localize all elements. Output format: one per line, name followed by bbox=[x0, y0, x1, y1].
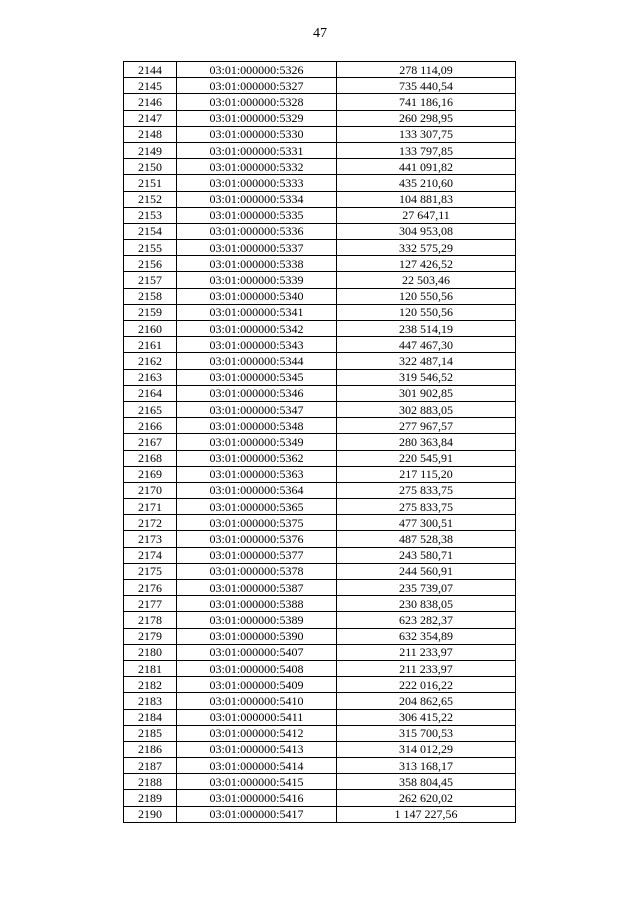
cadastral-number-cell: 03:01:000000:5349 bbox=[177, 434, 337, 450]
table-row bbox=[124, 401, 516, 417]
cadastral-number-cell: 03:01:000000:5375 bbox=[177, 515, 337, 531]
table-row bbox=[124, 434, 516, 450]
cadastral-number-cell: 03:01:000000:5336 bbox=[177, 223, 337, 239]
value-cell: 235 739,07 bbox=[337, 580, 516, 596]
row-number-cell: 2170 bbox=[124, 482, 177, 498]
table-row bbox=[124, 758, 516, 774]
cadastral-number-cell: 03:01:000000:5334 bbox=[177, 191, 337, 207]
table-row bbox=[124, 353, 516, 369]
cadastral-number-cell: 03:01:000000:5330 bbox=[177, 126, 337, 142]
table-row bbox=[124, 580, 516, 596]
value-cell: 313 168,17 bbox=[337, 758, 516, 774]
table-row bbox=[124, 207, 516, 223]
cadastral-number-cell: 03:01:000000:5388 bbox=[177, 596, 337, 612]
cadastral-number-cell: 03:01:000000:5345 bbox=[177, 369, 337, 385]
table-row bbox=[124, 482, 516, 498]
value-cell: 120 550,56 bbox=[337, 288, 516, 304]
table-row bbox=[124, 547, 516, 563]
table-row bbox=[124, 418, 516, 434]
row-number-cell: 2175 bbox=[124, 563, 177, 579]
cadastral-number-cell: 03:01:000000:5327 bbox=[177, 78, 337, 94]
cadastral-number-cell: 03:01:000000:5389 bbox=[177, 612, 337, 628]
row-number-cell: 2147 bbox=[124, 110, 177, 126]
table-row bbox=[124, 159, 516, 175]
row-number-cell: 2154 bbox=[124, 223, 177, 239]
table-row bbox=[124, 450, 516, 466]
row-number-cell: 2160 bbox=[124, 321, 177, 337]
cadastral-number-cell: 03:01:000000:5413 bbox=[177, 741, 337, 757]
cadastral-number-cell: 03:01:000000:5362 bbox=[177, 450, 337, 466]
table-row bbox=[124, 240, 516, 256]
value-cell: 211 233,97 bbox=[337, 660, 516, 676]
cadastral-number-cell: 03:01:000000:5339 bbox=[177, 272, 337, 288]
row-number-cell: 2157 bbox=[124, 272, 177, 288]
row-number-cell: 2155 bbox=[124, 240, 177, 256]
row-number-cell: 2167 bbox=[124, 434, 177, 450]
page-number: 47 bbox=[313, 26, 327, 41]
value-cell: 302 883,05 bbox=[337, 401, 516, 417]
row-number-cell: 2165 bbox=[124, 401, 177, 417]
value-cell: 487 528,38 bbox=[337, 531, 516, 547]
row-number-cell: 2177 bbox=[124, 596, 177, 612]
value-cell: 301 902,85 bbox=[337, 385, 516, 401]
cadastral-number-cell: 03:01:000000:5365 bbox=[177, 499, 337, 515]
cadastral-number-cell: 03:01:000000:5376 bbox=[177, 531, 337, 547]
row-number-cell: 2171 bbox=[124, 499, 177, 515]
cadastral-number-cell: 03:01:000000:5410 bbox=[177, 693, 337, 709]
table-row bbox=[124, 644, 516, 660]
cadastral-number-cell: 03:01:000000:5347 bbox=[177, 401, 337, 417]
row-number-cell: 2169 bbox=[124, 466, 177, 482]
cadastral-number-cell: 03:01:000000:5329 bbox=[177, 110, 337, 126]
value-cell: 735 440,54 bbox=[337, 78, 516, 94]
row-number-cell: 2182 bbox=[124, 677, 177, 693]
value-cell: 306 415,22 bbox=[337, 709, 516, 725]
cadastral-number-cell: 03:01:000000:5378 bbox=[177, 563, 337, 579]
cadastral-number-cell: 03:01:000000:5387 bbox=[177, 580, 337, 596]
value-cell: 322 487,14 bbox=[337, 353, 516, 369]
table-row bbox=[124, 175, 516, 191]
cadastral-number-cell: 03:01:000000:5342 bbox=[177, 321, 337, 337]
row-number-cell: 2189 bbox=[124, 790, 177, 806]
row-number-cell: 2156 bbox=[124, 256, 177, 272]
cadastral-number-cell: 03:01:000000:5331 bbox=[177, 142, 337, 158]
value-cell: 104 881,83 bbox=[337, 191, 516, 207]
cadastral-number-cell: 03:01:000000:5343 bbox=[177, 337, 337, 353]
cadastral-number-cell: 03:01:000000:5348 bbox=[177, 418, 337, 434]
table-row bbox=[124, 693, 516, 709]
row-number-cell: 2163 bbox=[124, 369, 177, 385]
value-cell: 447 467,30 bbox=[337, 337, 516, 353]
row-number-cell: 2148 bbox=[124, 126, 177, 142]
row-number-cell: 2159 bbox=[124, 304, 177, 320]
table-row bbox=[124, 256, 516, 272]
table-row bbox=[124, 515, 516, 531]
cadastral-number-cell: 03:01:000000:5332 bbox=[177, 159, 337, 175]
cadastral-number-cell: 03:01:000000:5364 bbox=[177, 482, 337, 498]
table-row bbox=[124, 288, 516, 304]
cadastral-number-cell: 03:01:000000:5335 bbox=[177, 207, 337, 223]
row-number-cell: 2168 bbox=[124, 450, 177, 466]
value-cell: 222 016,22 bbox=[337, 677, 516, 693]
row-number-cell: 2184 bbox=[124, 709, 177, 725]
table-row bbox=[124, 78, 516, 94]
table-row bbox=[124, 223, 516, 239]
row-number-cell: 2161 bbox=[124, 337, 177, 353]
value-cell: 623 282,37 bbox=[337, 612, 516, 628]
value-cell: 741 186,16 bbox=[337, 94, 516, 110]
cadastral-number-cell: 03:01:000000:5338 bbox=[177, 256, 337, 272]
cadastral-number-cell: 03:01:000000:5416 bbox=[177, 790, 337, 806]
table-row bbox=[124, 369, 516, 385]
row-number-cell: 2153 bbox=[124, 207, 177, 223]
table-row bbox=[124, 142, 516, 158]
value-cell: 243 580,71 bbox=[337, 547, 516, 563]
value-cell: 314 012,29 bbox=[337, 741, 516, 757]
table-row bbox=[124, 466, 516, 482]
value-cell: 358 804,45 bbox=[337, 774, 516, 790]
value-cell: 277 967,57 bbox=[337, 418, 516, 434]
table-row bbox=[124, 321, 516, 337]
table-row bbox=[124, 612, 516, 628]
cadastral-number-cell: 03:01:000000:5415 bbox=[177, 774, 337, 790]
row-number-cell: 2172 bbox=[124, 515, 177, 531]
table-body bbox=[124, 62, 516, 823]
value-cell: 133 797,85 bbox=[337, 142, 516, 158]
value-cell: 217 115,20 bbox=[337, 466, 516, 482]
value-cell: 477 300,51 bbox=[337, 515, 516, 531]
row-number-cell: 2188 bbox=[124, 774, 177, 790]
value-cell: 244 560,91 bbox=[337, 563, 516, 579]
cadastral-number-cell: 03:01:000000:5412 bbox=[177, 725, 337, 741]
value-cell: 238 514,19 bbox=[337, 321, 516, 337]
row-number-cell: 2181 bbox=[124, 660, 177, 676]
table-row bbox=[124, 304, 516, 320]
row-number-cell: 2158 bbox=[124, 288, 177, 304]
value-cell: 120 550,56 bbox=[337, 304, 516, 320]
value-cell: 278 114,09 bbox=[337, 62, 516, 78]
row-number-cell: 2185 bbox=[124, 725, 177, 741]
table-row bbox=[124, 126, 516, 142]
row-number-cell: 2146 bbox=[124, 94, 177, 110]
cadastral-number-cell: 03:01:000000:5346 bbox=[177, 385, 337, 401]
value-cell: 262 620,02 bbox=[337, 790, 516, 806]
value-cell: 22 503,46 bbox=[337, 272, 516, 288]
cadastral-number-cell: 03:01:000000:5407 bbox=[177, 644, 337, 660]
table-row bbox=[124, 725, 516, 741]
table-row bbox=[124, 628, 516, 644]
cadastral-number-cell: 03:01:000000:5333 bbox=[177, 175, 337, 191]
row-number-cell: 2176 bbox=[124, 580, 177, 596]
cadastral-number-cell: 03:01:000000:5328 bbox=[177, 94, 337, 110]
table-row bbox=[124, 677, 516, 693]
value-cell: 127 426,52 bbox=[337, 256, 516, 272]
value-cell: 1 147 227,56 bbox=[337, 806, 516, 822]
table-row bbox=[124, 596, 516, 612]
table-row bbox=[124, 62, 516, 78]
cadastral-number-cell: 03:01:000000:5377 bbox=[177, 547, 337, 563]
table-row bbox=[124, 660, 516, 676]
value-cell: 332 575,29 bbox=[337, 240, 516, 256]
table-row bbox=[124, 337, 516, 353]
table-row bbox=[124, 790, 516, 806]
cadastral-number-cell: 03:01:000000:5341 bbox=[177, 304, 337, 320]
row-number-cell: 2173 bbox=[124, 531, 177, 547]
value-cell: 319 546,52 bbox=[337, 369, 516, 385]
row-number-cell: 2151 bbox=[124, 175, 177, 191]
row-number-cell: 2164 bbox=[124, 385, 177, 401]
cadastral-number-cell: 03:01:000000:5417 bbox=[177, 806, 337, 822]
data-table bbox=[123, 61, 516, 823]
table-row bbox=[124, 110, 516, 126]
row-number-cell: 2145 bbox=[124, 78, 177, 94]
table-row bbox=[124, 774, 516, 790]
table-row bbox=[124, 191, 516, 207]
table-row bbox=[124, 563, 516, 579]
value-cell: 133 307,75 bbox=[337, 126, 516, 142]
row-number-cell: 2183 bbox=[124, 693, 177, 709]
value-cell: 211 233,97 bbox=[337, 644, 516, 660]
table-row bbox=[124, 531, 516, 547]
value-cell: 280 363,84 bbox=[337, 434, 516, 450]
row-number-cell: 2162 bbox=[124, 353, 177, 369]
table-row bbox=[124, 94, 516, 110]
value-cell: 220 545,91 bbox=[337, 450, 516, 466]
table-row bbox=[124, 741, 516, 757]
cadastral-number-cell: 03:01:000000:5344 bbox=[177, 353, 337, 369]
row-number-cell: 2174 bbox=[124, 547, 177, 563]
row-number-cell: 2166 bbox=[124, 418, 177, 434]
cadastral-number-cell: 03:01:000000:5337 bbox=[177, 240, 337, 256]
cadastral-number-cell: 03:01:000000:5390 bbox=[177, 628, 337, 644]
table-row bbox=[124, 806, 516, 822]
row-number-cell: 2178 bbox=[124, 612, 177, 628]
table-row bbox=[124, 499, 516, 515]
table-row bbox=[124, 709, 516, 725]
value-cell: 304 953,08 bbox=[337, 223, 516, 239]
row-number-cell: 2149 bbox=[124, 142, 177, 158]
cadastral-number-cell: 03:01:000000:5363 bbox=[177, 466, 337, 482]
row-number-cell: 2152 bbox=[124, 191, 177, 207]
value-cell: 275 833,75 bbox=[337, 499, 516, 515]
row-number-cell: 2180 bbox=[124, 644, 177, 660]
table-row bbox=[124, 385, 516, 401]
value-cell: 435 210,60 bbox=[337, 175, 516, 191]
row-number-cell: 2186 bbox=[124, 741, 177, 757]
row-number-cell: 2190 bbox=[124, 806, 177, 822]
value-cell: 632 354,89 bbox=[337, 628, 516, 644]
cadastral-number-cell: 03:01:000000:5340 bbox=[177, 288, 337, 304]
row-number-cell: 2179 bbox=[124, 628, 177, 644]
row-number-cell: 2144 bbox=[124, 62, 177, 78]
value-cell: 260 298,95 bbox=[337, 110, 516, 126]
value-cell: 230 838,05 bbox=[337, 596, 516, 612]
cadastral-number-cell: 03:01:000000:5411 bbox=[177, 709, 337, 725]
value-cell: 441 091,82 bbox=[337, 159, 516, 175]
value-cell: 204 862,65 bbox=[337, 693, 516, 709]
value-cell: 275 833,75 bbox=[337, 482, 516, 498]
cadastral-number-cell: 03:01:000000:5408 bbox=[177, 660, 337, 676]
cadastral-number-cell: 03:01:000000:5409 bbox=[177, 677, 337, 693]
value-cell: 27 647,11 bbox=[337, 207, 516, 223]
cadastral-number-cell: 03:01:000000:5414 bbox=[177, 758, 337, 774]
row-number-cell: 2150 bbox=[124, 159, 177, 175]
value-cell: 315 700,53 bbox=[337, 725, 516, 741]
cadastral-number-cell: 03:01:000000:5326 bbox=[177, 62, 337, 78]
table-row bbox=[124, 272, 516, 288]
row-number-cell: 2187 bbox=[124, 758, 177, 774]
